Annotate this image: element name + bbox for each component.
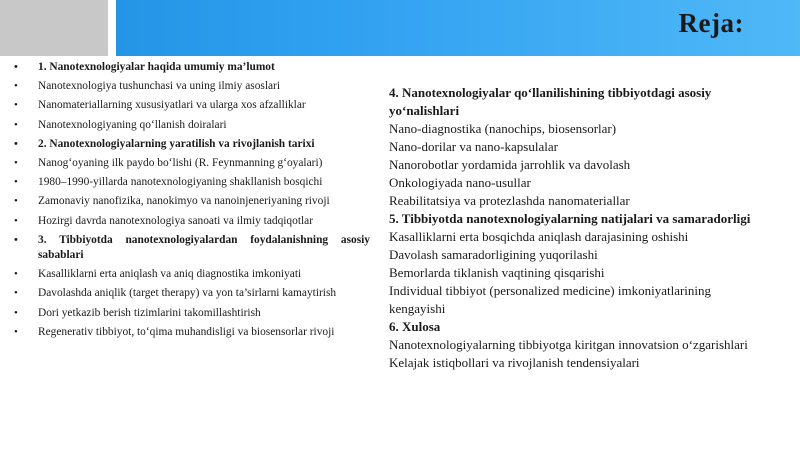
header-gap [108,0,116,56]
text-line: Bemorlarda tiklanish vaqtining qisqarishi [389,265,605,280]
bullet-icon: • [14,268,18,281]
section-heading: 4. Nanotexnologiyalar qo‘llanilishining tibbiyotdagi asosiy yo‘nalishlari [389,85,712,118]
bullet-icon: • [14,214,18,227]
list-item-text: Zamonaviy nanofizika, nanokimyo va nanoinjeneriyaning rivoji [38,195,330,208]
text-line: Reabilitatsiya va protezlashda nanomateriallar [389,193,630,208]
list-item-text: Nanotexnologiyaning qo‘llanish doiralari [38,118,227,131]
bullet-icon: • [14,287,18,300]
text-line: Nano-diagnostika (nanochips, biosensorlar) [389,121,617,136]
text-line: Onkologiyada nano-usullar [389,175,531,190]
list-item [14,267,370,282]
list-item [14,79,370,94]
right-column [389,84,769,372]
section-heading-item [14,60,370,75]
list-item-text: Nanomateriallarning xususiyatlari va ularga xos afzalliklar [38,99,306,112]
bullet-icon: • [14,118,18,131]
bullet-icon: • [14,306,18,319]
bullet-icon: • [14,137,18,150]
text-line: Davolash samaradorligining yuqorilashi [389,247,598,262]
list-item [14,286,370,301]
left-column [14,60,370,344]
bullet-icon: • [14,157,18,170]
list-item-text: 3. Tibbiyotda nanotexnologiyalardan foydalanishning asosiy sabablari [38,233,370,262]
list-item [14,194,370,209]
section-heading-item [14,233,370,263]
list-item-text: 1. Nanotexnologiyalar haqida umumiy ma’lumot [38,61,275,73]
list-item-text: Davolashda aniqlik (target therapy) va yon ta’sirlarni kamaytirish [38,287,337,300]
bullet-icon: • [14,233,18,246]
bullet-icon: • [14,61,18,73]
bullet-icon: • [14,325,18,338]
list-item [14,118,370,133]
list-item-text: Hozirgi davrda nanotexnologiya sanoati va ilmiy tadqiqotlar [38,214,313,227]
bullet-icon: • [14,176,18,189]
text-line: Nanotexnologiyalarning tibbiyotga kiritgan innovatsion o‘zgarishlari [389,337,748,352]
list-item [14,325,370,340]
bullet-icon: • [14,195,18,208]
text-line: Nanorobotlar yordamida jarrohlik va davolash [389,157,631,172]
text-line: Kelajak istiqbollari va rivojlanish tendensiyalari [389,355,640,370]
section-heading-item [14,137,370,152]
list-item [14,156,370,171]
slide-title: Reja: [678,8,744,38]
list-item [14,98,370,113]
list-item-text: 2. Nanotexnologiyalarning yaratilish va rivojlanish tarixi [38,137,315,150]
text-line: Individual tibbiyot (personalized medicine) imkoniyatlarining kengayishi [389,283,712,316]
list-item [14,214,370,229]
section-heading: 5. Tibbiyotda nanotexnologiyalarning natijalari va samaradorligi [389,211,751,226]
list-item-text: Nanog‘oyaning ilk paydo bo‘lishi (R. Feynmanning g‘oyalari) [38,157,323,170]
text-line: Nano-dorilar va nano-kapsulalar [389,139,558,154]
list-item [14,175,370,190]
left-bullet-list [14,60,370,340]
header-grey-block [0,0,108,56]
list-item-text: 1980–1990-yillarda nanotexnologiyaning shakllanish bosqichi [38,176,323,189]
list-item-text: Kasalliklarni erta aniqlash va aniq diagnostika imkoniyati [38,268,302,281]
list-item-text: Nanotexnologiya tushunchasi va uning ilmiy asoslari [38,80,281,93]
list-item-text: Dori yetkazib berish tizimlarini takomillashtirish [38,306,261,319]
text-line: Kasalliklarni erta bosqichda aniqlash darajasining oshishi [389,229,689,244]
list-item-text: Regenerativ tibbiyot, to‘qima muhandisligi va biosensorlar rivoji [38,325,335,338]
bullet-icon: • [14,99,18,112]
list-item [14,306,370,321]
bullet-icon: • [14,80,18,93]
section-heading: 6. Xulosa [389,319,441,334]
